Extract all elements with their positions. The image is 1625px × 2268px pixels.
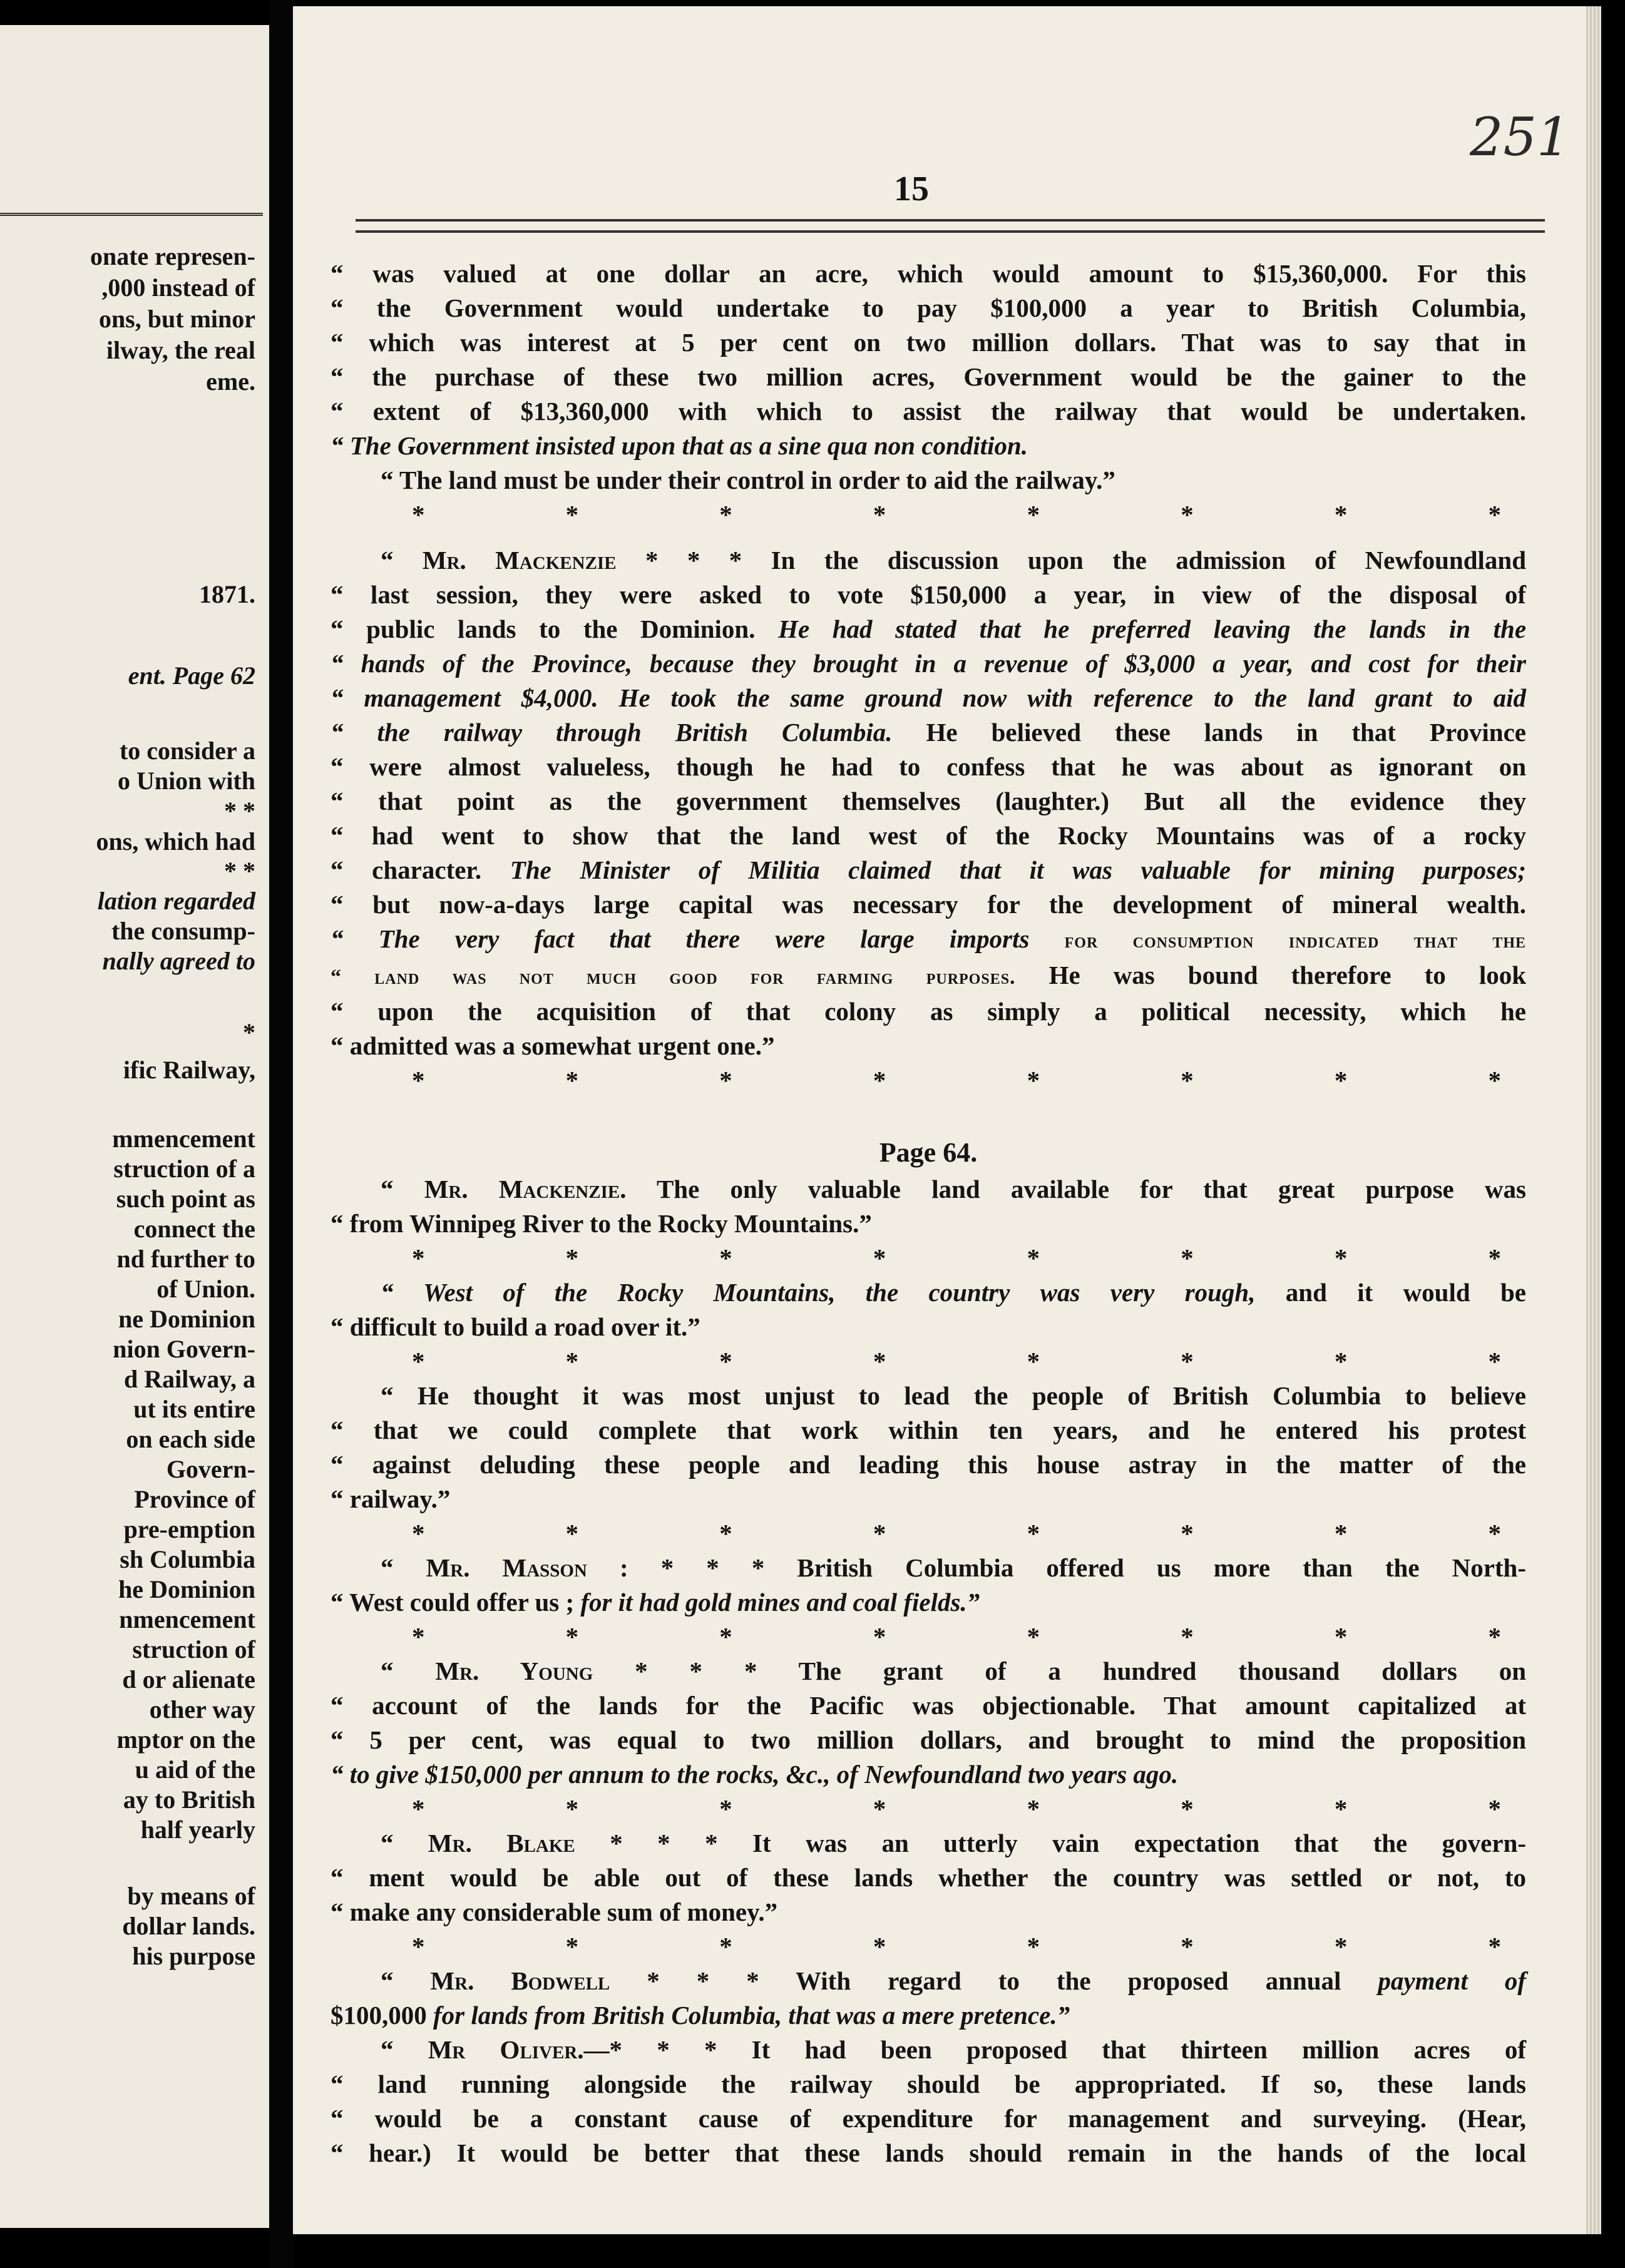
previous-page-line: ent. Page 62: [128, 662, 255, 690]
ellipsis-stars: * * * * * * * *: [412, 1347, 1501, 1376]
previous-page-line: nd further to: [116, 1245, 255, 1273]
previous-page-line: other way: [149, 1695, 255, 1724]
previous-page-line: ay to British: [123, 1785, 255, 1814]
ellipsis-stars: * * * * * * * *: [412, 1066, 1501, 1095]
section-heading: Page 64.: [879, 1137, 978, 1168]
text-line: “ He thought it was most unjust to lead the people of British Columbia to believe: [381, 1381, 1526, 1410]
previous-page-line: of Union.: [156, 1275, 255, 1303]
page-body: [331, 257, 1526, 2170]
text-line: “ were almost valueless, though he had to confess that he was about as ignorant on: [331, 752, 1526, 781]
previous-page-line: struction of a: [113, 1155, 255, 1183]
previous-page-line: ne Dominion: [118, 1305, 255, 1333]
text-line: “ but now-a-days large capital was necessary for the development of mineral wealth.: [331, 890, 1526, 919]
text-line: “ West of the Rocky Mountains, the country was very rough, and it would be: [381, 1278, 1526, 1307]
speech-oliver: “ Mr Oliver.—* * * It had been proposed that thirteen million acres of: [381, 2035, 1526, 2064]
text-line: “ railway.”: [331, 1484, 451, 1513]
previous-page-line: nion Govern-: [113, 1335, 255, 1363]
text-line: “ last session, they were asked to vote $150,000 a year, in view of the disposal of: [331, 580, 1526, 609]
previous-page-line: u aid of the: [135, 1755, 255, 1784]
text-line: “ the purchase of these two million acres, Government would be the gainer to the: [331, 362, 1526, 391]
page-number: 15: [894, 170, 929, 208]
previous-page-line: the consump-: [111, 917, 255, 945]
speech-blake: “ Mr. Blake * * * It was an utterly vain expectation that the govern-: [381, 1829, 1527, 1857]
text-line: “ ment would be able out of these lands whether the country was settled or not, to: [331, 1863, 1526, 1892]
text-line: “ the railway through British Columbia. He believed these lands in that Province: [331, 718, 1527, 747]
previous-page-line: by means of: [127, 1882, 255, 1910]
text-line: $100,000 for lands from British Columbia, that was a mere pretence.”: [331, 2001, 1070, 2030]
ellipsis-stars: * * * * * * * *: [412, 1244, 1501, 1272]
previous-page-line: ,000 instead of: [101, 273, 255, 302]
previous-page-line: ific Railway,: [123, 1056, 255, 1084]
text-line: “ would be a constant cause of expenditure for management and surveying. (Hear,: [331, 2104, 1526, 2133]
text-line: “ upon the acquisition of that colony as simply a political necessity, which he: [331, 997, 1526, 1026]
previous-page-line: Province of: [134, 1485, 255, 1513]
previous-page-line: ons, but minor: [98, 305, 255, 333]
previous-page-line: ons, which had: [96, 827, 255, 856]
handwritten-folio: 251: [1470, 106, 1571, 168]
speech-mackenzie: “ Mr. Mackenzie * * * In the discussion upon the admission of Newfoundland: [381, 546, 1527, 575]
text-line: “ hands of the Province, because they brought in a revenue of $3,000 a year, and cost for their: [331, 649, 1526, 678]
previous-page-line: he Dominion: [118, 1575, 255, 1603]
previous-page-line: *: [243, 1018, 255, 1046]
text-line: “ from Winnipeg River to the Rocky Mountains.”: [331, 1209, 872, 1238]
previous-page-line: to consider a: [119, 737, 255, 765]
text-line: “ land was not much good for farming purposes. He was bound therefore to look: [331, 961, 1527, 989]
text-line: “ character. The Minister of Militia claimed that it was valuable for mining purposes;: [331, 856, 1527, 884]
previous-page-line: dollar lands.: [122, 1912, 255, 1940]
text-line: “ West could offer us ; for it had gold mines and coal fields.”: [331, 1588, 980, 1617]
text-line: “ account of the lands for the Pacific was objectionable. That amount capitalized at: [331, 1691, 1526, 1720]
speech-mackenzie-2: “ Mr. Mackenzie. The only valuable land available for that great purpose was: [381, 1175, 1526, 1203]
ellipsis-stars: * * * * * * * *: [412, 1622, 1501, 1651]
previous-page-line: d Railway, a: [123, 1365, 255, 1393]
text-line: “ which was interest at 5 per cent on two million dollars. That was to say that in: [331, 328, 1526, 357]
previous-page-line: his purpose: [132, 1942, 255, 1970]
previous-page-line: half yearly: [140, 1816, 255, 1844]
previous-page-line: 1871.: [199, 580, 255, 608]
previous-page-line: nally agreed to: [102, 947, 255, 975]
previous-page-line: on each side: [126, 1425, 255, 1453]
previous-page-line: sh Columbia: [120, 1545, 255, 1573]
text-line: “ management $4,000. He took the same ground now with reference to the land grant to aid: [331, 683, 1526, 712]
text-line: “ admitted was a somewhat urgent one.”: [331, 1031, 775, 1060]
previous-page-line: struction of: [132, 1635, 255, 1663]
previous-page-line: onate represen-: [90, 242, 255, 270]
previous-page-line: mmencement: [112, 1125, 255, 1153]
previous-page-line: ilway, the real: [106, 336, 255, 364]
text-line: “ public lands to the Dominion. He had stated that he preferred leaving the lands in the: [331, 615, 1527, 643]
previous-page: [0, 25, 269, 2228]
previous-page-line: eme.: [206, 367, 255, 396]
page-edge: [1586, 6, 1601, 2234]
text-line: “ that point as the government themselves (laughter.) But all the evidence they: [331, 787, 1526, 815]
previous-page-line: o Union with: [117, 767, 255, 795]
previous-page-line: * *: [224, 857, 255, 885]
ellipsis-stars: * * * * * * * *: [412, 500, 1501, 529]
text-line: “ make any considerable sum of money.”: [331, 1898, 778, 1926]
text-line: “ extent of $13,360,000 with which to assist the railway that would be undertaken.: [331, 397, 1526, 426]
speech-bodwell: “ Mr. Bodwell * * * With regard to the proposed annual payment of: [381, 1966, 1527, 1995]
previous-page-line: such point as: [116, 1185, 255, 1213]
ellipsis-stars: * * * * * * * *: [412, 1519, 1501, 1548]
previous-page-line: pre-emption: [123, 1515, 255, 1543]
text-line: “ The Government insisted upon that as a sine qua non condition.: [331, 431, 1028, 460]
speech-young: “ Mr. Young * * * The grant of a hundred thousand dollars on: [381, 1657, 1526, 1685]
previous-page-line: connect the: [133, 1215, 255, 1243]
text-line: “ was valued at one dollar an acre, which would amount to $15,360,000. For this: [331, 259, 1526, 288]
ellipsis-stars: * * * * * * * *: [412, 1794, 1501, 1823]
previous-page-line: d or alienate: [122, 1665, 255, 1693]
previous-page-line: Govern-: [166, 1455, 255, 1483]
previous-page-line: mptor on the: [116, 1725, 255, 1754]
previous-page-line: nmencement: [119, 1605, 255, 1633]
text-line: “ The very fact that there were large imports for consumption indicated that the: [331, 924, 1527, 953]
left-header-rule: [0, 213, 263, 216]
previous-page-line: ut its entire: [133, 1395, 255, 1423]
previous-page-line: * *: [224, 797, 255, 825]
current-page: [293, 6, 1601, 2234]
header-rule: [356, 219, 1545, 233]
text-line: “ to give $150,000 per annum to the rocks, &c., of Newfoundland two years ago.: [331, 1760, 1179, 1789]
book-binding: [269, 0, 293, 2268]
text-line: “ that we could complete that work within ten years, and he entered his protest: [331, 1416, 1526, 1444]
text-line: “ the Government would undertake to pay $100,000 a year to British Columbia,: [331, 294, 1526, 322]
speech-masson: “ Mr. Masson : * * * British Columbia offered us more than the North-: [381, 1553, 1527, 1582]
ellipsis-stars: * * * * * * * *: [412, 1932, 1501, 1961]
text-line: “ The land must be under their control in order to aid the railway.”: [381, 466, 1115, 494]
text-line: “ difficult to build a road over it.”: [331, 1312, 700, 1341]
text-line: “ against deluding these people and leading this house astray in the matter of the: [331, 1450, 1526, 1479]
text-line: “ land running alongside the railway should be appropriated. If so, these lands: [331, 2070, 1526, 2098]
text-line: “ hear.) It would be better that these lands should remain in the hands of the local: [331, 2138, 1526, 2167]
text-line: “ 5 per cent, was equal to two million dollars, and brought to mind the proposition: [331, 1725, 1526, 1754]
text-line: “ had went to show that the land west of the Rocky Mountains was of a rocky: [331, 821, 1526, 850]
previous-page-line: lation regarded: [97, 887, 255, 915]
